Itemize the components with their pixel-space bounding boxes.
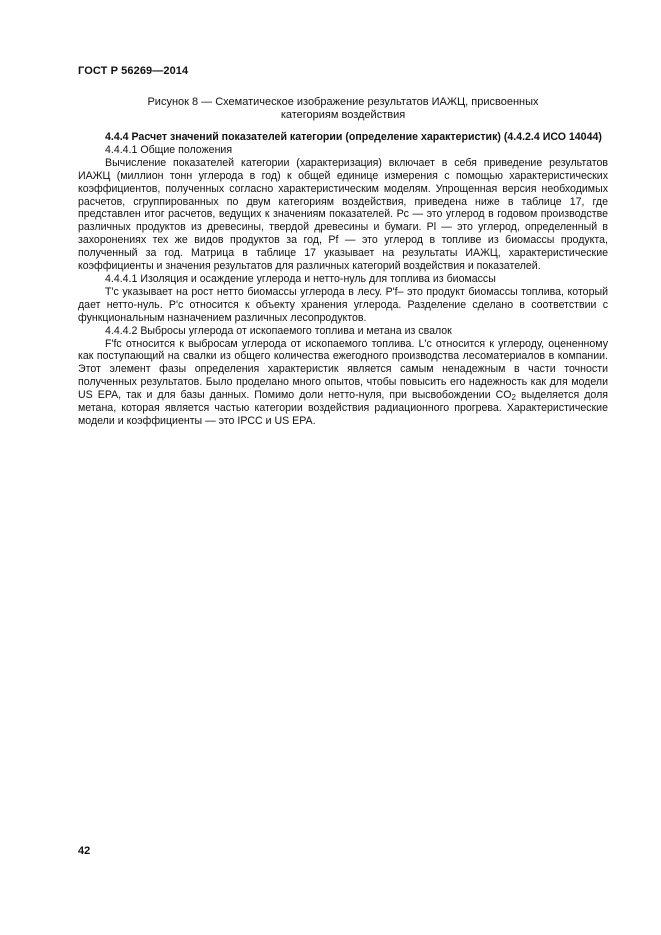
section-body <box>78 131 608 428</box>
figure-caption <box>100 96 586 122</box>
document-code-header: ГОСТ Р 56269—2014 <box>78 65 189 77</box>
co2-subscript: 2 <box>511 393 516 403</box>
subsection-title-carbon-isolation: 4.4.4.1 Изоляция и осаждение углерода и нетто-нуль для топлива из биомассы <box>105 272 496 285</box>
page-number: 42 <box>78 845 91 857</box>
paragraph-emissions <box>78 338 608 428</box>
paragraph-general: Вычисление показателей категории (характеризация) включает в себя приведение результатов ИАЖЦ (миллион тонн углерода в год) к общей единице измерения с помощью характеристических коэффициентов, полученных согласно характеристическим моделям. Упрощенная версия необходимых расчетов, сгруппированных по двум категориям воздействия, приведена ниже в таблице 17, где представлен итог расчетов, ведущих к значениям показателей. Pc — это углерод в годовом производстве различных продуктов из древесины, твердой древесины и бумаги. Pl — это углерод, определенный в захоронениях тех же видов продуктов за год, Pf — это углерод в топливе из биомассы продукта, полученный за год. Матрица в таблице 17 указывает на результаты ИАЖЦ, характеристические коэффициенты и значения результатов для различных категорий воздействия и показателей. <box>78 156 608 273</box>
figure-caption-line-2: категориям воздействия <box>280 109 406 121</box>
figure-caption-line-1: Рисунок 8 — Схематическое изображение результатов ИАЖЦ, присвоенных <box>147 96 539 108</box>
subsection-title-emissions: 4.4.4.2 Выбросы углерода от ископаемого топлива и метана из свалок <box>105 324 452 337</box>
paragraph-carbon-isolation: T'c указывает на рост нетто биомассы углерода в лесу. P'f– это продукт биомассы топлива, который дает нетто-нуль. P'c относится к объекту хранения углерода. Разделение сделано в соответствии с функциональным назначением различных лесопродуктов. <box>78 285 608 324</box>
section-heading: 4.4.4 Расчет значений показателей категории (определение характеристик) (4.4.2.4 ИСО 14044) <box>105 131 602 143</box>
paragraph-emissions-part-b: выделяется доля метана, которая является частью категории воздействия радиационного прогрева. Характеристические модели и коэффициенты — это IPCC и US EPA. <box>78 389 608 427</box>
paragraph-emissions-part-a: F'fc относится к выбросам углерода от ископаемого топлива. L'c относится к углероду, оцененному как поступающий на свалки из общего количества ежегодного производства лесоматериалов в компании. Этот элемент фазы определения характеристик является самым ненадежным в части точности полученных результатов. Было проделано много опытов, чтобы повысить его надежность как для модели US EPA, так и для базы данных. Помимо доли нетто-нуля, при высвобождении CO <box>78 337 608 402</box>
subsection-title-general: 4.4.4.1 Общие положения <box>105 143 233 156</box>
